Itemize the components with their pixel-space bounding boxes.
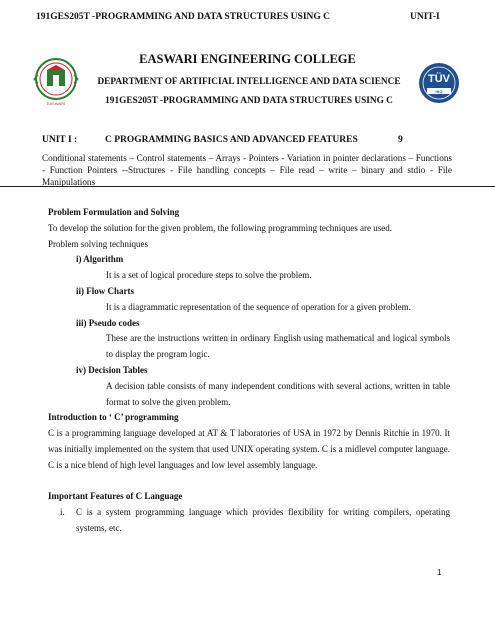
technique-title-flowcharts: ii) Flow Charts xyxy=(76,285,134,296)
feature-item xyxy=(48,505,450,537)
department-name: DEPARTMENT OF ARTIFICIAL INTELLIGENCE AND DATA SCIENCE xyxy=(97,77,401,87)
running-header-unit: UNIT-I xyxy=(410,12,440,22)
unit-topics: Conditional statements – Control statements – Arrays - Pointers - Variation in pointer declarations – Functions - Function Pointers --Structures - File handling concepts – File read – write – binary and stdio - File Manipulations xyxy=(42,153,452,187)
section-divider xyxy=(0,186,495,187)
section-intro: To develop the solution for the given problem, the following programming techniques are used. xyxy=(48,222,393,233)
technique-desc-flowcharts: It is a diagrammatic representation of the sequence of operation for a given problem. xyxy=(106,301,411,312)
tuv-logo-text: TÜV xyxy=(428,73,450,85)
section-intro-c-text: C is a programming language developed at AT & T laboratories of USA in 1972 by Dennis Ritchie in 1970. It was initially implemented on the system that used UNIX operating system. C is a midlevel computer language. C is a nice blend of high level languages and low level assembly language. xyxy=(48,428,450,470)
technique-desc-algorithm: It is a set of logical procedure steps to solve the problem. xyxy=(106,270,312,281)
unit-title: C PROGRAMMING BASICS AND ADVANCED FEATURES xyxy=(105,135,358,145)
section-heading-features: Important Features of C Language xyxy=(48,491,183,502)
unit-label: UNIT I : xyxy=(42,135,78,145)
technique-title-pseudocodes: iii) Pseudo codes xyxy=(76,317,140,328)
technique-desc-pseudocodes: These are the instructions written in ordinary English using mathematical and logical symbols to display the program logic. xyxy=(106,333,450,360)
techniques-label: Problem solving techniques xyxy=(48,238,148,249)
college-logo-caption: EASWARI xyxy=(46,101,66,106)
section-heading-problem-solving: Problem Formulation and Solving xyxy=(48,207,180,217)
unit-hours: 9 xyxy=(398,135,403,145)
technique-title-algorithm: i) Algorithm xyxy=(76,254,124,265)
technique-desc-decision-tables: A decision table consists of many independent conditions with several actions, written in table format to solve the given problem. xyxy=(106,380,450,407)
tuv-certification-logo xyxy=(418,62,460,104)
college-name: EASWARI ENGINEERING COLLEGE xyxy=(139,52,356,66)
document-body xyxy=(48,205,450,537)
section-heading-intro-c: Introduction to ‘ C’ programming xyxy=(48,412,179,423)
feature-text: C is a system programming language which provides flexibility for writing compilers, operating systems, etc. xyxy=(76,507,450,533)
running-header-course: 191GES205T -PROGRAMMING AND DATA STRUCTURES USING C xyxy=(36,12,331,22)
feature-number: i. xyxy=(60,507,65,518)
tuv-logo-subtext: ISO xyxy=(435,89,443,94)
course-title: 191GES205T -PROGRAMMING AND DATA STRUCTURES USING C xyxy=(105,96,393,106)
technique-title-decision-tables: iv) Decision Tables xyxy=(76,364,148,375)
page-number: 1 xyxy=(437,568,442,577)
